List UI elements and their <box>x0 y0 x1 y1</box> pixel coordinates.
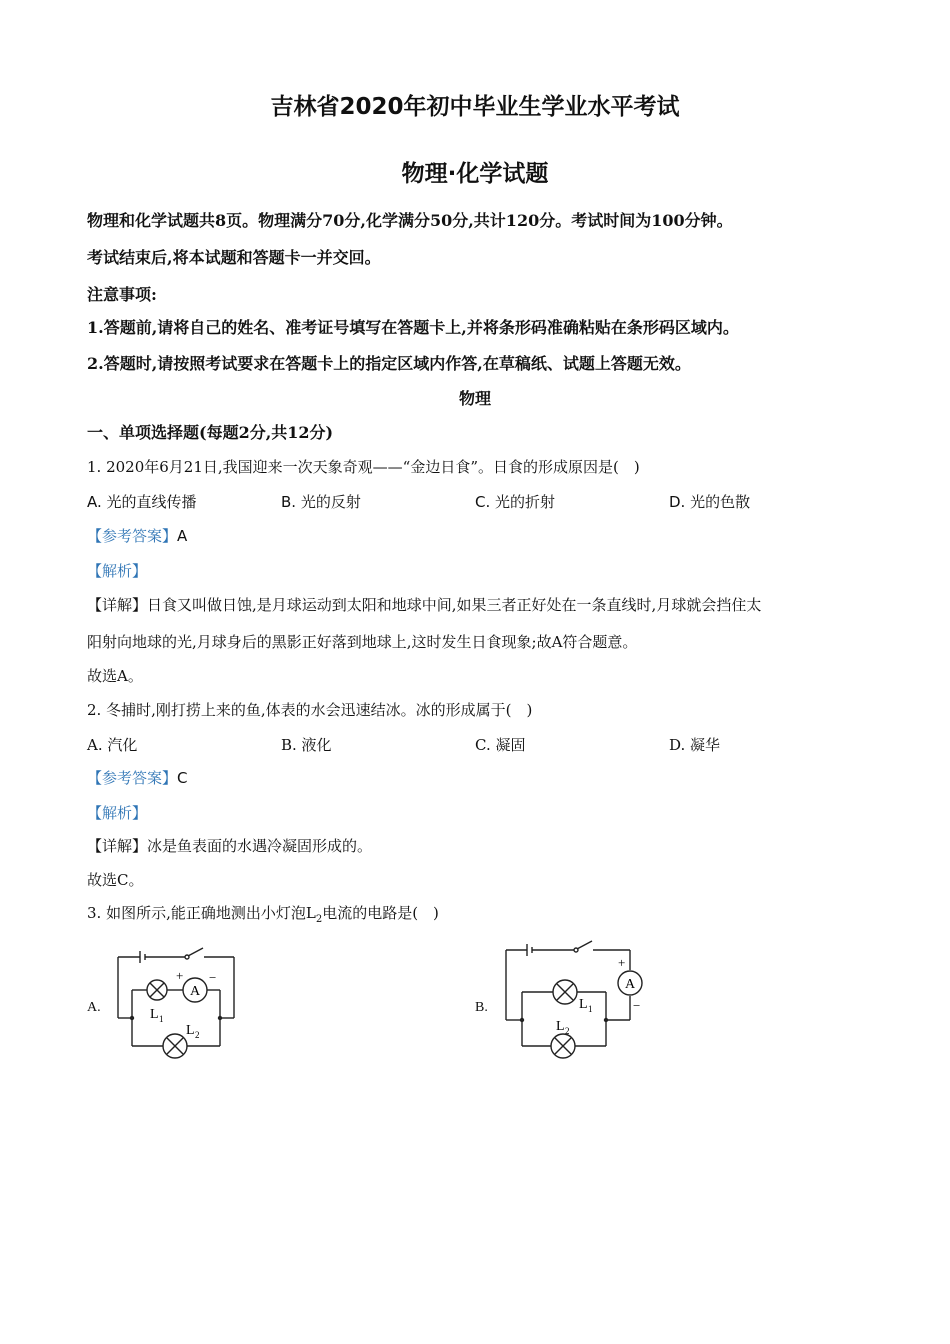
q2-answer <box>87 767 188 788</box>
q3-stem-tail: 电流的电路是( ) <box>322 904 439 922</box>
answer-label: 【参考答案】 <box>87 769 178 787</box>
answer-label: 【参考答案】 <box>87 527 178 545</box>
answer-value: A <box>177 527 188 545</box>
notice-1: 1.答题前,请将自己的姓名、准考证号填写在答题卡上,并将条形码准确粘贴在条形码区域内。 <box>87 318 739 337</box>
q1-detail-1 <box>87 594 761 615</box>
q2-conclusion: 故选C。 <box>87 871 144 889</box>
ammeter-minus: − <box>633 998 641 1013</box>
q1-option-a: A. 光的直线传播 <box>87 493 197 511</box>
lamp-l2-label: L <box>556 1019 565 1034</box>
q2-analysis-label: 【解析】 <box>87 804 148 822</box>
subject-heading: 物理 <box>458 389 491 408</box>
lamp-l1-sub: 1 <box>159 1014 164 1024</box>
q1-stem: 1. 2020年6月21日,我国迎来一次天象奇观——“金边日食”。日食的形成原因是( ) <box>87 458 640 476</box>
q3-stem <box>87 902 439 925</box>
q3-stem-text: 3. 如图所示,能正确地测出小灯泡L <box>87 904 316 922</box>
page-title: 吉林省2020年初中毕业生学业水平考试 <box>270 94 680 120</box>
q2-option-c: C. 凝固 <box>475 736 526 754</box>
q1-detail-2: 阳射向地球的光,月球身后的黑影正好落到地球上,这时发生日食现象;故A符合题意。 <box>87 633 638 651</box>
page-subtitle: 物理·化学试题 <box>401 161 549 187</box>
q1-analysis-label: 【解析】 <box>87 562 148 580</box>
q2-detail-1 <box>87 835 372 856</box>
ammeter-plus: + <box>176 968 184 983</box>
lamp-l2-sub: 2 <box>565 1026 570 1036</box>
switch-blade <box>577 941 592 949</box>
q1-option-b: B. 光的反射 <box>281 493 361 511</box>
circuit-diagram-b <box>498 936 648 1062</box>
q1-conclusion: 故选A。 <box>87 667 143 685</box>
q1-option-d: D. 光的色散 <box>669 493 751 511</box>
detail-text: 冰是鱼表面的水遇冷凝固形成的。 <box>147 837 373 855</box>
q2-option-a: A. 汽化 <box>87 736 138 754</box>
q3-stem-sub: 2 <box>315 914 323 925</box>
ammeter-plus: + <box>618 955 626 970</box>
lamp-l1-label: L <box>150 1007 159 1022</box>
lamp-l2-label: L <box>186 1023 195 1038</box>
answer-value: C <box>177 769 188 787</box>
intro-line-2: 考试结束后,将本试题和答题卡一并交回。 <box>87 248 381 267</box>
q2-option-b: B. 液化 <box>281 736 332 754</box>
lamp-l2-sub: 2 <box>195 1030 200 1040</box>
lamp-l1-sub: 1 <box>588 1004 593 1014</box>
lamp-l1-label: L <box>579 997 588 1012</box>
q1-answer <box>87 525 187 546</box>
intro-line-1: 物理和化学试题共8页。物理满分70分,化学满分50分,共计120分。考试时间为100分钟。 <box>87 211 733 230</box>
detail-label: 【详解】 <box>87 596 148 614</box>
q1-option-c: C. 光的折射 <box>475 493 556 511</box>
figure-a-label: A. <box>87 1000 101 1015</box>
ammeter-symbol: A <box>189 984 201 999</box>
switch-blade <box>188 948 203 956</box>
ammeter-minus: − <box>209 970 217 985</box>
detail-label: 【详解】 <box>87 837 148 855</box>
notice-2: 2.答题时,请按照考试要求在答题卡上的指定区域内作答,在草稿纸、试题上答题无效。 <box>87 354 691 373</box>
section-heading: 一、单项选择题(每题2分,共12分) <box>87 423 334 442</box>
q2-stem: 2. 冬捕时,刚打捞上来的鱼,体表的水会迅速结冰。冰的形成属于( ) <box>87 701 533 719</box>
circuit-diagram-a <box>110 938 245 1062</box>
detail-text: 日食又叫做日蚀,是月球运动到太阳和地球中间,如果三者正好处在一条直线时,月球就会挡住太 <box>147 596 762 614</box>
notice-label: 注意事项: <box>87 285 157 304</box>
figure-b-label: B. <box>475 1000 488 1015</box>
ammeter-symbol: A <box>624 977 636 992</box>
q2-option-d: D. 凝华 <box>669 736 721 754</box>
